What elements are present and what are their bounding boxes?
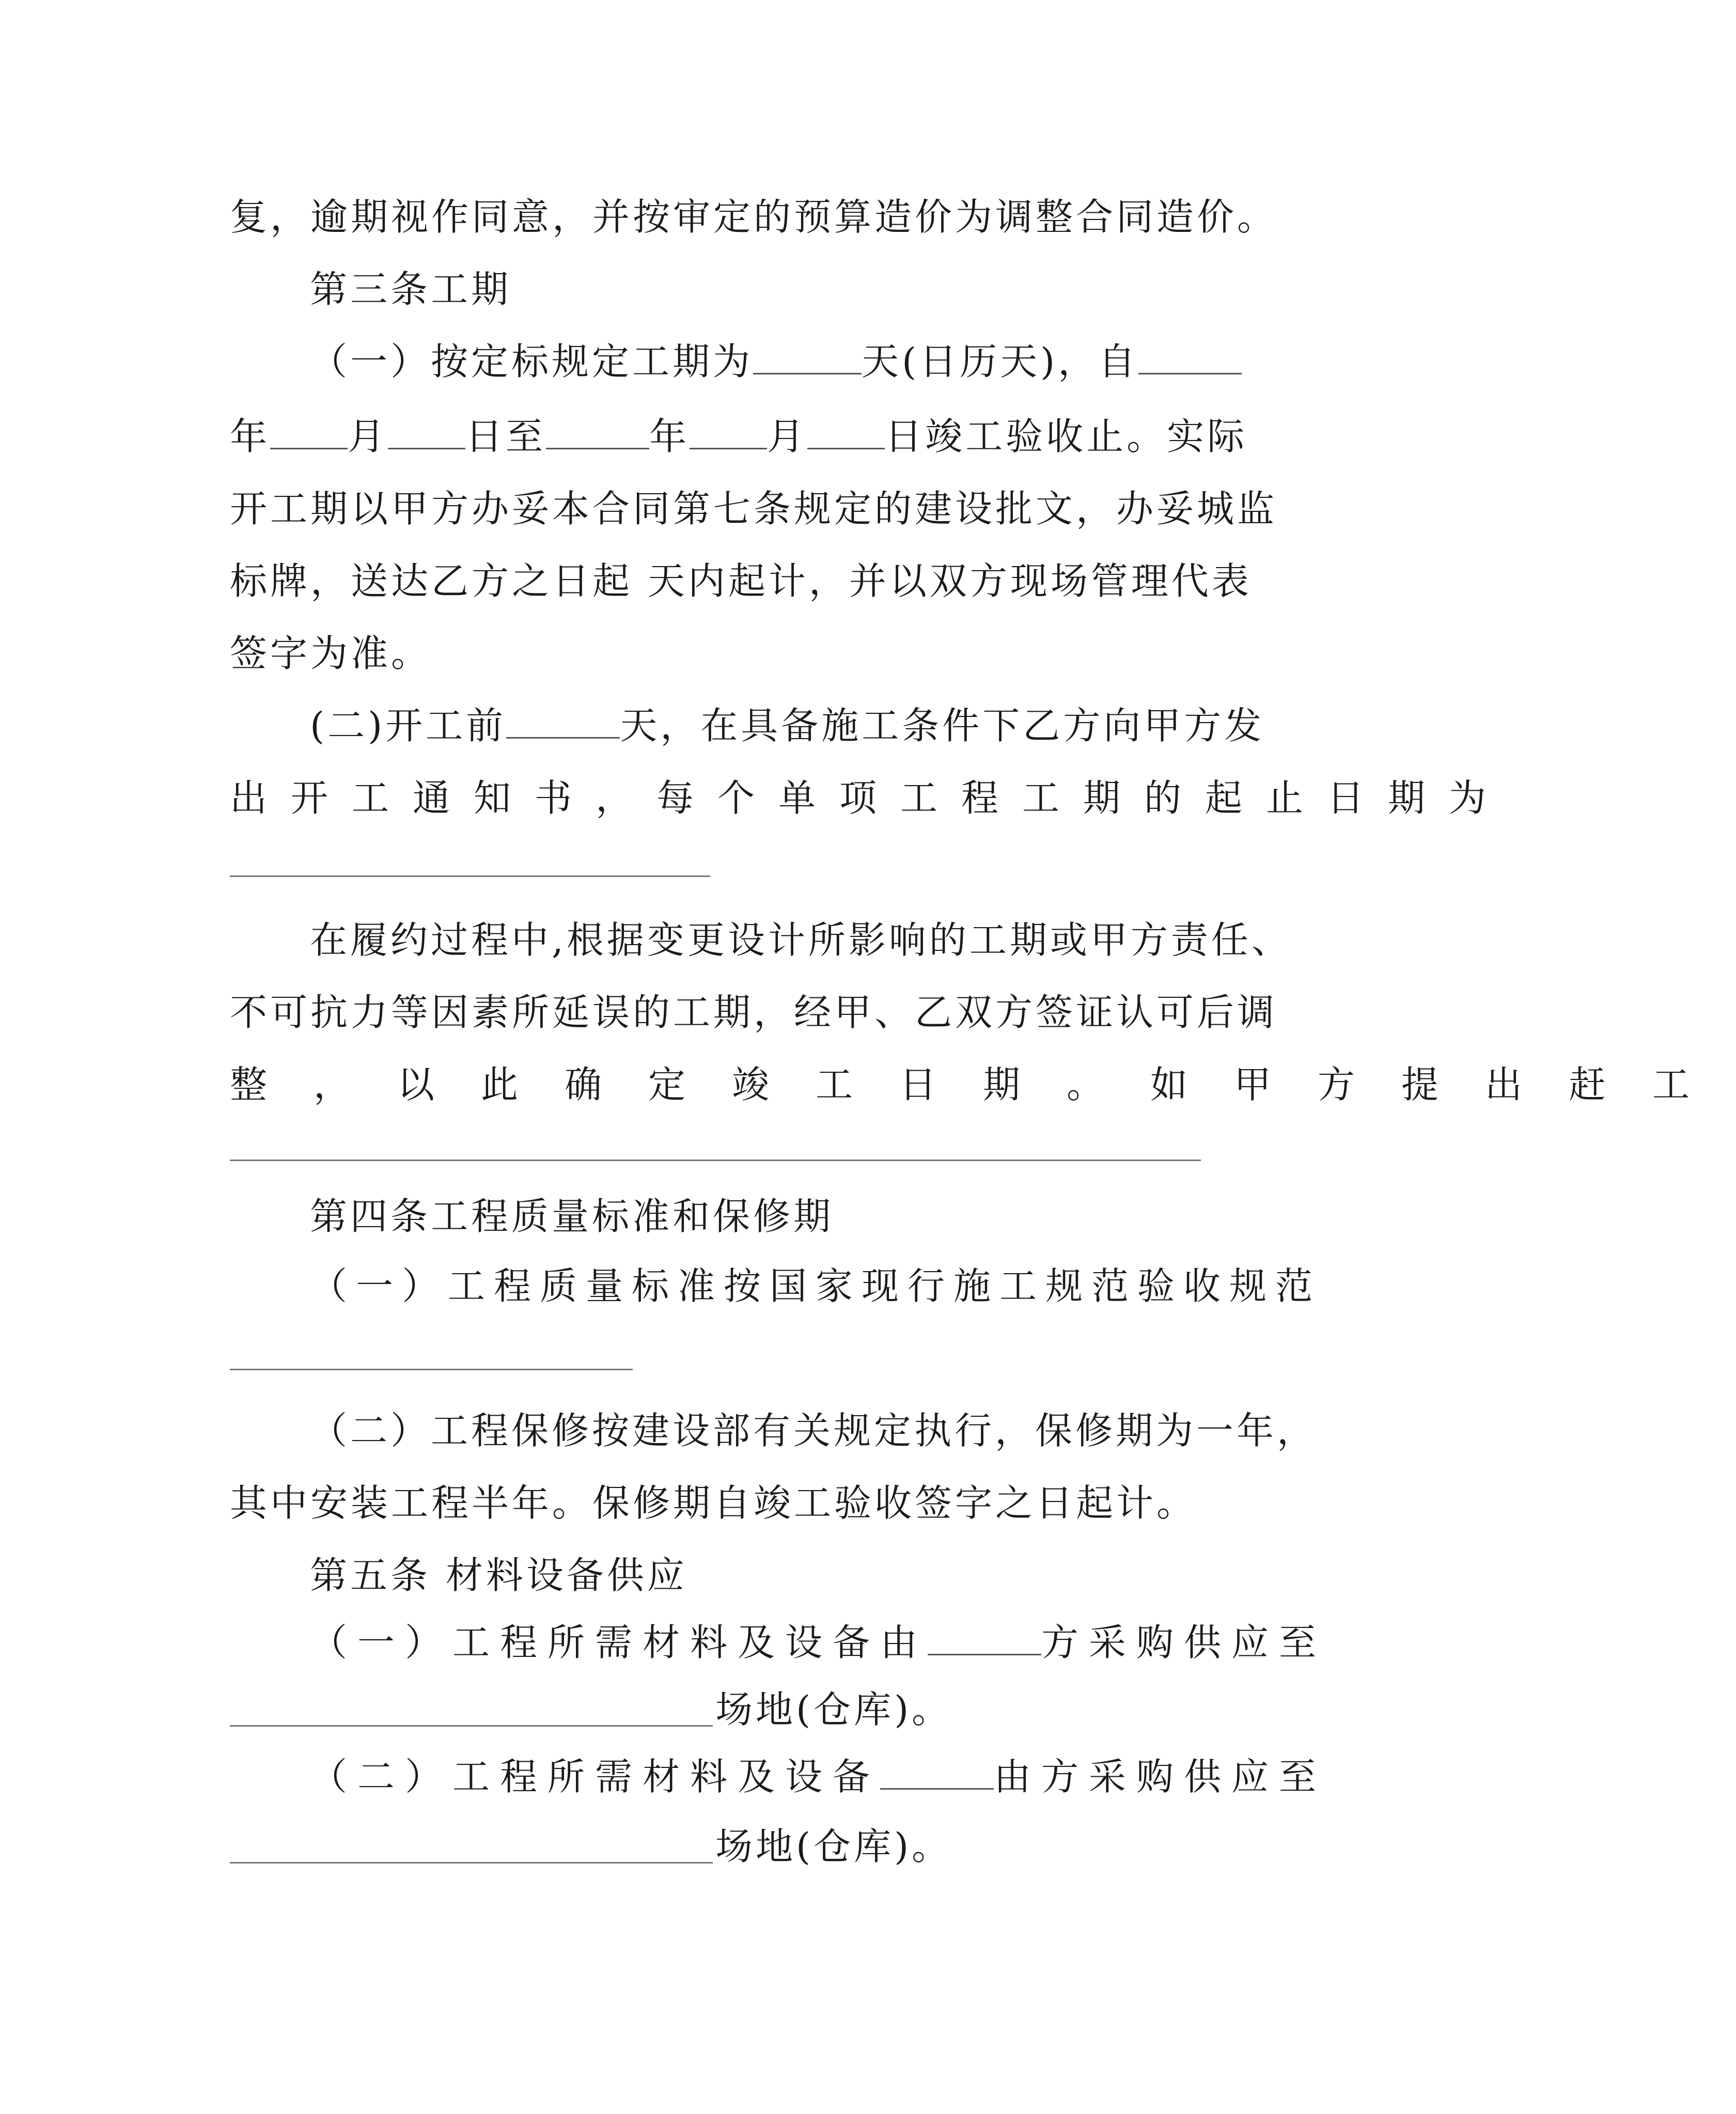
- fill-blank-line: [230, 1369, 633, 1370]
- text-line-5: [230, 486, 1277, 532]
- fill-blank: [546, 418, 649, 449]
- text-span: 开工期以甲方办妥本合同第七条规定的建设批文，办妥城监: [230, 487, 1278, 530]
- text-span: 复，逾期视作同意，并按审定的预算造价为调整合同造价。: [230, 195, 1278, 239]
- text-line-15: [310, 1407, 1317, 1454]
- text-span: 月: [767, 415, 808, 458]
- text-span: 年: [230, 415, 271, 458]
- fill-blank: [388, 418, 465, 449]
- text-span: (二)开工前: [310, 704, 507, 747]
- text-span: 在履约过程中,根据变更设计所影响的工期或甲方责任、: [310, 918, 1292, 962]
- fill-blank-line: [230, 875, 710, 877]
- heading-text: 第五条 材料设备供应: [310, 1554, 687, 1597]
- text-span: 天(日历天)，自: [862, 340, 1139, 383]
- text-span: 标牌，送达乙方之日起 天内起计，并以双方现场管理代表: [230, 559, 1252, 603]
- text-span: （一）工程质量标准按国家现行施工规范验收规范: [310, 1264, 1322, 1308]
- text-span: 方采购供应至: [1041, 1621, 1327, 1664]
- text-span: （一）工程所需材料及设备由: [310, 1621, 928, 1664]
- text-span: 其中安装工程半年。保修期自竣工验收签字之日起计。: [230, 1481, 1197, 1525]
- text-span: 年: [649, 415, 690, 458]
- fill-blank: [928, 1624, 1041, 1655]
- fill-blank: [506, 707, 620, 739]
- heading-text: 第四条工程质量标准和保修期: [310, 1195, 834, 1238]
- section-heading-5: [310, 1552, 687, 1599]
- fill-blank: [270, 418, 348, 449]
- text-line-11: [230, 989, 1277, 1036]
- text-span: （一）按定标规定工期为: [310, 340, 754, 383]
- section-heading-3: [310, 266, 511, 312]
- text-line-16: [230, 1480, 1197, 1526]
- text-span: 日至: [465, 415, 546, 458]
- fill-blank: [753, 343, 862, 374]
- text-span: （二）工程保修按建设部有关规定执行，保修期为一年，: [310, 1409, 1318, 1452]
- text-line-19: [715, 1686, 952, 1733]
- text-line-1: [230, 194, 1277, 240]
- fill-blank: [807, 418, 885, 449]
- text-line-18: [310, 1619, 1326, 1666]
- fill-blank: [1138, 343, 1242, 374]
- text-span: 场地(仓库)。: [715, 1688, 952, 1731]
- text-span: 签字为准。: [230, 632, 432, 675]
- text-line-14: [310, 1263, 1321, 1309]
- fill-blank-line: [230, 1160, 1201, 1161]
- text-span: （二）工程所需材料及设备: [310, 1755, 881, 1798]
- text-span: 不可抗力等因素所延误的工期，经甲、乙双方签证认可后调: [230, 991, 1278, 1034]
- fill-blank-line: [230, 1862, 713, 1864]
- text-line-9: [230, 775, 1510, 821]
- fill-blank: [880, 1758, 994, 1790]
- text-span: 出开工通知书，每个单项工程工期的起止日期为: [230, 776, 1510, 820]
- text-line-10: [310, 917, 1292, 963]
- text-span: 月: [348, 415, 388, 458]
- fill-blank-line: [230, 1725, 713, 1727]
- fill-blank: [690, 418, 767, 449]
- text-span: 由方采购供应至: [994, 1755, 1327, 1798]
- text-line-8: [310, 702, 1264, 749]
- text-line-21: [715, 1823, 952, 1870]
- text-line-3: [310, 338, 1242, 385]
- text-line-20: [310, 1753, 1326, 1800]
- text-line-4: [230, 413, 1247, 460]
- heading-text: 第三条工期: [310, 268, 512, 311]
- text-span: 整，以此确定竣工日期。如甲方提出赶工: [230, 1063, 1736, 1106]
- text-span: 日竣工验收止。实际: [885, 415, 1248, 458]
- text-line-12: [230, 1061, 1736, 1108]
- text-line-7: [230, 630, 431, 677]
- section-heading-4: [310, 1193, 834, 1240]
- text-span: 天，在具备施工条件下乙方向甲方发: [620, 704, 1265, 747]
- text-span: 场地(仓库)。: [715, 1825, 952, 1868]
- text-line-6: [230, 558, 1252, 604]
